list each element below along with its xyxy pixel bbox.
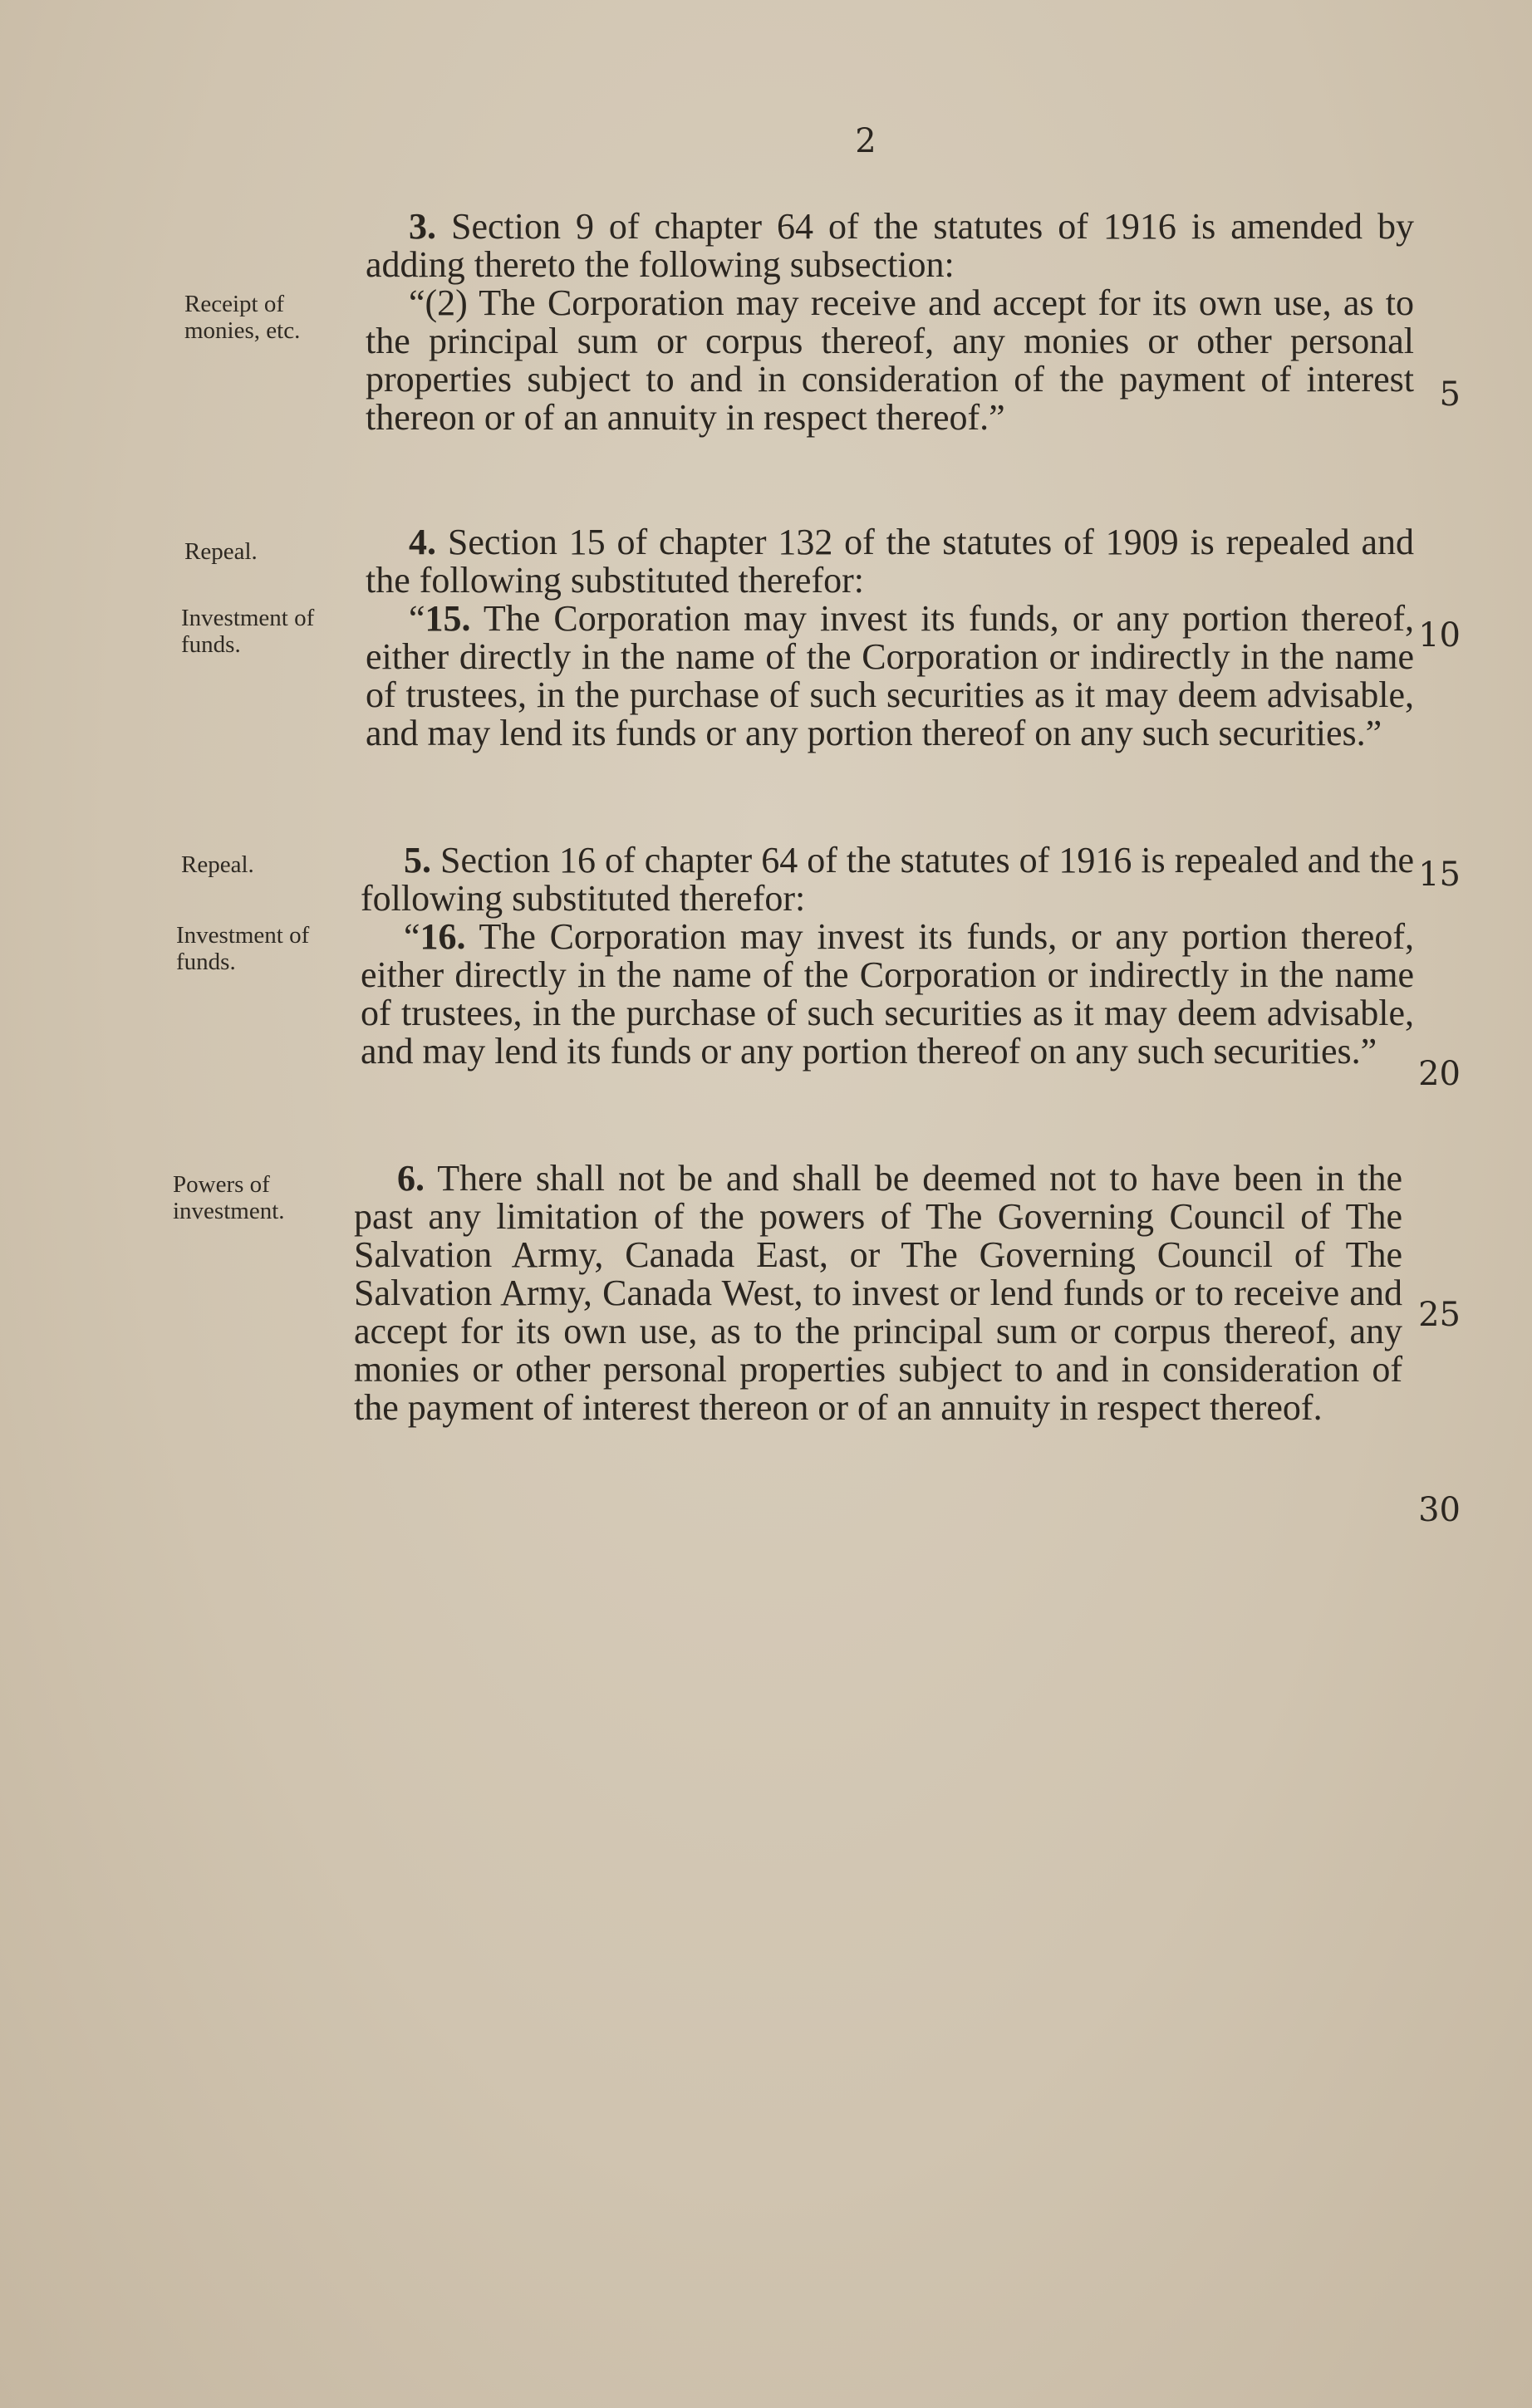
section-paragraph [354,1160,1402,1427]
quote-mark: “ [409,598,425,639]
section-paragraph [366,208,1414,284]
section-5 [361,841,1414,1071]
margin-note-repeal: Repeal. [181,851,254,878]
margin-note-investment: Investment of funds. [181,605,315,658]
page-number: 2 [855,122,876,160]
section-number: 5. [404,840,431,880]
section-paragraph [361,841,1414,918]
line-number: 5 [1439,375,1461,414]
line-number: 10 [1418,616,1461,655]
section-text: There shall not be and shall be deemed not to have been in the past any limitation of the powers of The Governing Council of The Salvation Army, Canada East, or The Governing Council of The Salvation Army, Canada West, to invest or lend funds or to receive and accept for its own use, as to the principal sum or corpus thereof, any monies or other personal properties subject to and in consideration of the payment of interest thereon or of an annuity in respect thereof. [354,1158,1402,1428]
section-text: Section 16 of chapter 64 of the statutes of 1916 is repealed and the following substituted therefor: [361,840,1415,919]
section-4 [366,523,1414,753]
quote-text: The Corporation may invest its funds, or any portion thereof, either directly in the name of the Corporation or indirectly in the name of trustees, in the purchase of such securities as it may deem advisable, and may lend its funds or any portion thereof on any such securities.” [366,598,1414,753]
section-text: Section 15 of chapter 132 of the statutes of 1909 is repealed and the following substituted therefor: [366,522,1415,601]
section-number: 6. [397,1158,425,1199]
quoted-section-number: 16. [420,916,466,957]
quote-mark: “ [404,916,420,957]
line-number: 15 [1418,856,1461,894]
quoted-section [361,918,1414,1071]
section-6 [354,1160,1402,1427]
quoted-section [366,600,1414,753]
line-number: 25 [1418,1296,1461,1334]
margin-note-powers: Powers of investment. [173,1171,285,1224]
quote-text: The Corporation may invest its funds, or any portion thereof, either directly in the name of the Corporation or indirectly in the name of trustees, in the purchase of such securities as it may deem advisable, and may lend its funds or any portion thereof on any such securities.” [361,916,1414,1072]
line-number: 30 [1418,1491,1461,1529]
quoted-section-number: 15. [425,598,471,639]
margin-note-receipt: Receipt of monies, etc. [184,291,301,344]
line-number: 20 [1418,1055,1461,1093]
section-number: 4. [409,522,436,562]
margin-note-repeal: Repeal. [184,538,258,565]
section-text: Section 9 of chapter 64 of the statutes of 1916 is amended by adding thereto the following subsection: [366,206,1415,285]
quoted-subsection [366,284,1414,437]
section-3 [366,208,1414,437]
section-paragraph [366,523,1414,600]
section-number: 3. [409,206,436,247]
margin-note-investment: Investment of funds. [176,922,310,975]
quote-text: “(2) The Corporation may receive and accept for its own use, as to the principal sum or corpus thereof, any monies or other personal properties subject to and in consideration of the payment of interest thereon or of an annuity in respect thereof.” [366,282,1414,438]
